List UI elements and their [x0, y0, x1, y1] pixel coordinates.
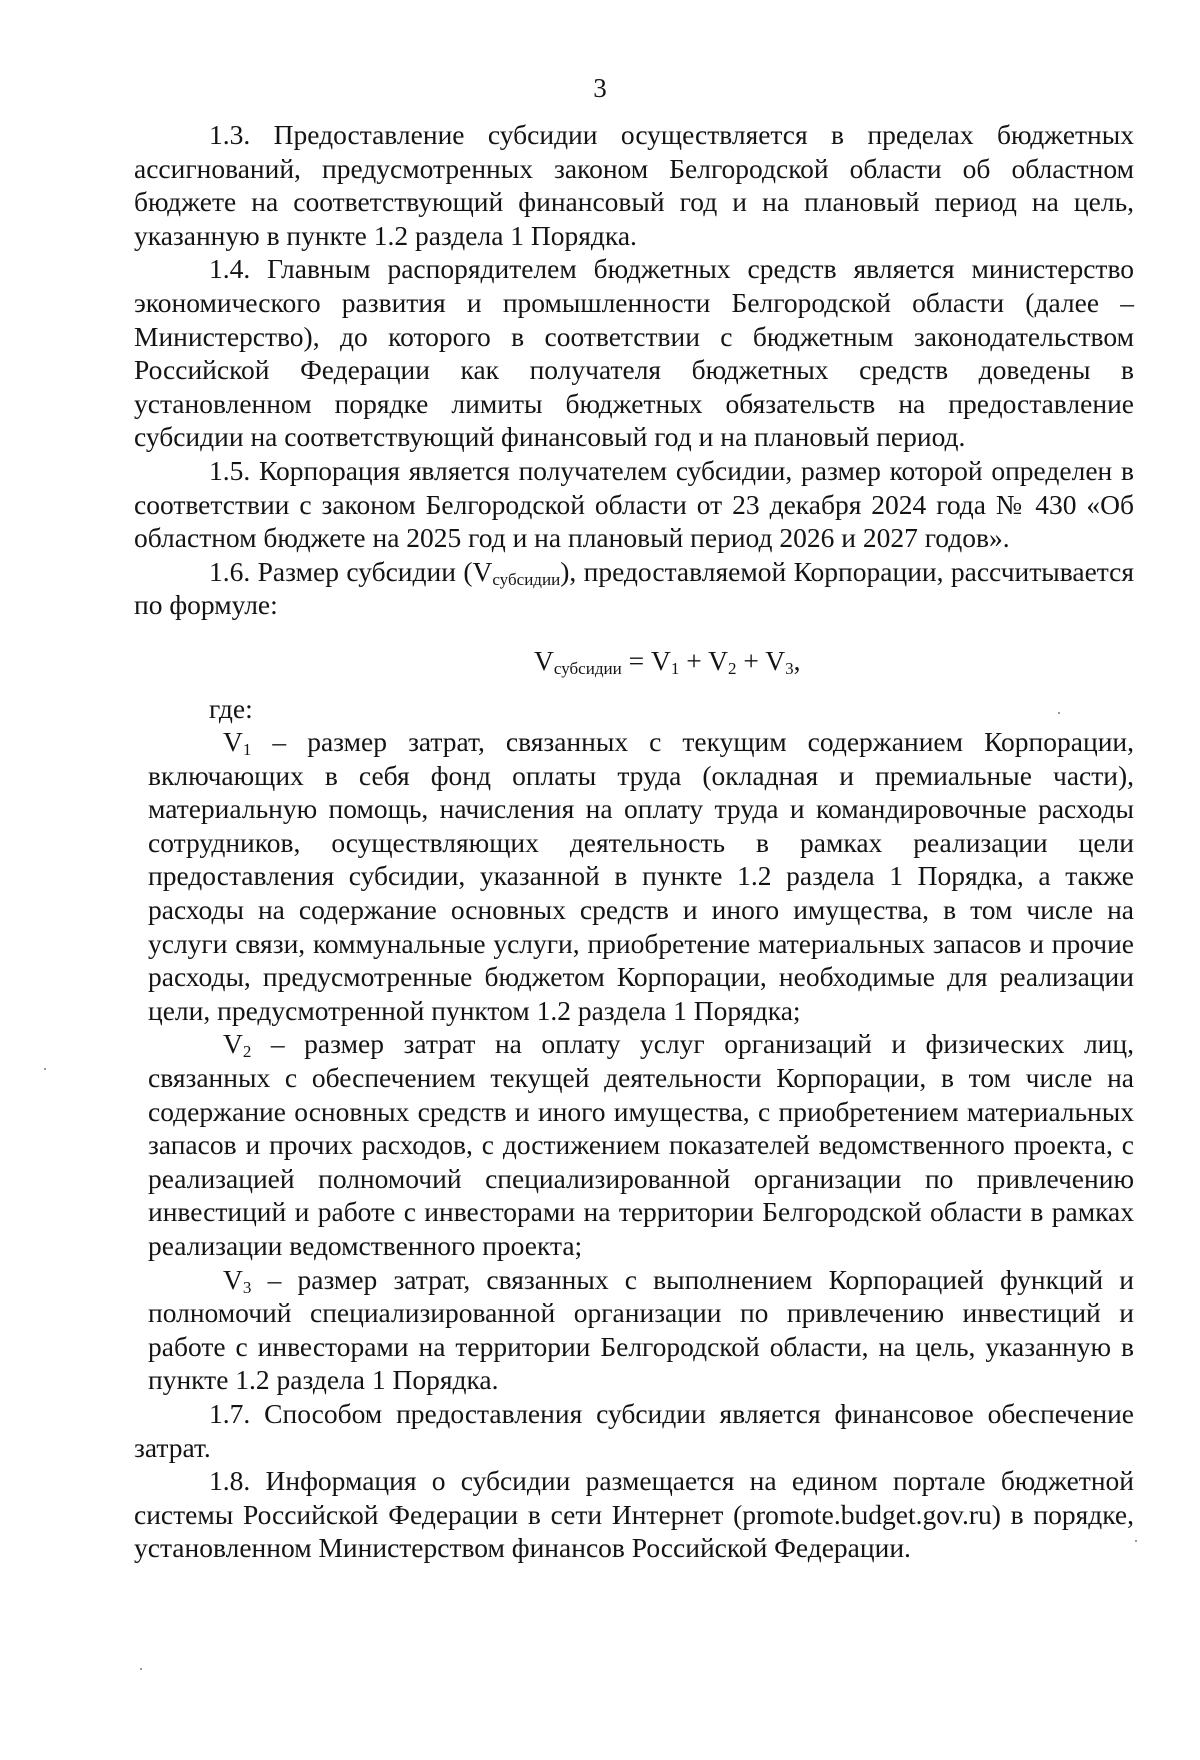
page-number: 3 [593, 73, 607, 103]
where-label: где: [209, 692, 253, 724]
paragraph-1-5: 1.5. Корпорация является получателем субсидии, размер которой определен в соответствии с законом Белгородской области от 23 декабря 2024 года № 430 «Об областном бюджете на 2025 год и на плановый период 2026 и 2027 годов». [134, 454, 1134, 554]
document-body [134, 118, 1134, 1565]
subsidy-formula [134, 644, 1134, 678]
formula-equals-v: = V [621, 644, 671, 676]
v3-symbol: V [223, 1263, 243, 1295]
v1-definition [148, 725, 1134, 1027]
formula-comma: , [793, 644, 801, 676]
scan-speck [1058, 712, 1060, 714]
paragraph-1-4: 1.4. Главным распорядителем бюджетных средств является министерство экономического развития и промышленности Белгородской области (далее – Министерство), до которого в соответствии с бюджетным законодательством Российской Федерации как получателя бюджетных средств доведены в установленном порядке лимиты бюджетных обязательств на предоставление субсидии на соответствующий финансовый год и на плановый период. [134, 253, 1134, 453]
v2-symbol: V [223, 1028, 243, 1060]
v1-text: – размер затрат, связанных с текущим содержанием Корпорации, включающих в себя фонд оплаты труда (окладная и премиальные части), материальную помощь, начисления на оплату труда и командировочные расходы сотрудников, осуществляющих деятельность в рамках реализации цели предоставления субсидии, указанной в пункте 1.2 раздела 1 Порядка, а также расходы на содержание основных средств и иного имущества, в том числе на услуги связи, коммунальные услуги, приобретение материальных запасов и прочие расходы, предусмотренные бюджетом Корпорации, необходимые для реализации цели, предусмотренной пунктом 1.2 раздела 1 Порядка; [148, 726, 1134, 1026]
v1-subscript: 1 [242, 739, 252, 759]
paragraph-1-8: 1.8. Информация о субсидии размещается на едином портале бюджетной системы Российской Федерации в сети Интернет (promote.budget.gov.ru) в порядке, установленном Министерством финансов Российской Федерации. [134, 1465, 1134, 1564]
v2-subscript: 2 [242, 1042, 252, 1062]
scan-speck [1135, 1540, 1137, 1542]
formula-subscript-3: 3 [785, 658, 794, 678]
formula-v: V [534, 644, 554, 676]
paragraph-1-3: 1.3. Предоставление субсидии осуществляется в пределах бюджетных ассигнований, предусмотренных законом Белгородской области об областном бюджете на соответствующий финансовый год и на плановый период на цель, указанную в пункте 1.2 раздела 1 Порядка. [134, 119, 1134, 251]
v1-symbol: V [223, 726, 243, 758]
paragraph-1-7: 1.7. Способом предоставления субсидии является финансовое обеспечение затрат. [134, 1397, 1134, 1463]
v2-definition [148, 1027, 1134, 1262]
paragraph-1-6-text-start: 1.6. Размер субсидии (V [209, 555, 493, 587]
scan-speck [140, 1668, 142, 1670]
v2-text: – размер затрат на оплату услуг организаций и физических лиц, связанных с обеспечением текущей деятельности Корпорации, в том числе на содержание основных средств и иного имущества, с приобретением материальных запасов и прочих расходов, с достижением показателей ведомственного проекта, с реализацией полномочий специализированной организации по привлечению инвестиций и работе с инвесторами на территории Белгородской области в рамках реализации ведомственного проекта; [148, 1028, 1134, 1261]
paragraph-1-6 [134, 555, 1134, 622]
v3-subscript: 3 [242, 1277, 252, 1297]
scan-speck [44, 1068, 46, 1070]
v3-definition [148, 1263, 1134, 1397]
paragraph-1-6-text-end: ), предоставляемой Корпорации, рассчитывается по формуле: [134, 555, 1134, 621]
formula-subscript-1: 1 [670, 658, 680, 678]
formula-plus-v: + V [679, 644, 728, 676]
subsidy-subscript: субсидии [492, 569, 561, 589]
formula-subscript-2: 2 [728, 658, 737, 678]
formula-v-subscript: субсидии [553, 658, 622, 678]
formula-plus-v-2: + V [736, 644, 786, 676]
v3-text: – размер затрат, связанных с выполнением Корпорацией функций и полномочий специализированной организации по привлечению инвестиций и работе с инвесторами на территории Белгородской области, на цель, указанную в пункте 1.2 раздела 1 Порядка. [148, 1263, 1134, 1396]
